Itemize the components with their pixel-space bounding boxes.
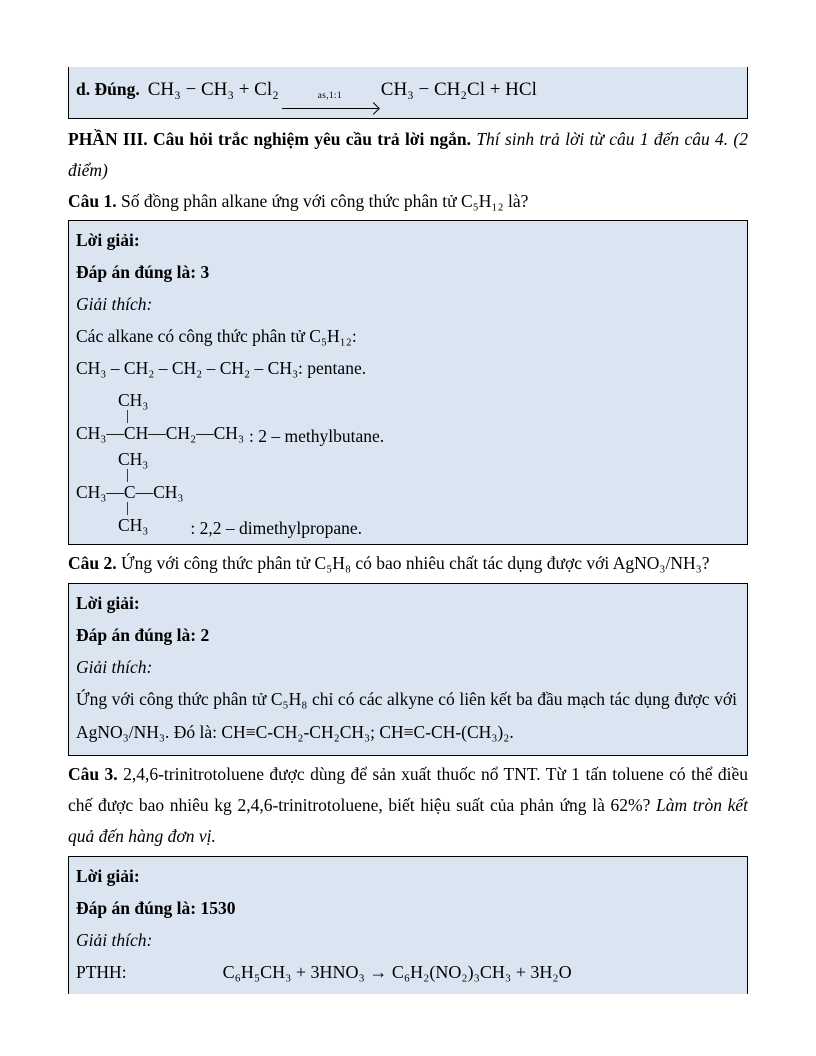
giai-thich-label-1: Giải thích:	[76, 294, 153, 314]
formula-bottom-line	[76, 515, 737, 538]
solution-box-1	[68, 220, 748, 545]
pthh-label: PTHH:	[76, 962, 127, 982]
giai-thich-label-3: Giải thích:	[76, 930, 153, 950]
arrow-shaft-icon	[282, 101, 378, 109]
structural-formula-2-methylbutane	[76, 390, 737, 446]
question-3-label: Câu 3.	[68, 764, 118, 784]
question-1	[68, 186, 748, 217]
question-3	[68, 759, 748, 852]
question-1-label: Câu 1.	[68, 191, 117, 211]
question-3-text: 2,4,6-trinitrotoluene được dùng để sản xuất thuốc nổ TNT. Từ 1 tấn toluene có thể điều chế được bao nhiêu kg 2,4,6-trinitrotoluene, biết hiệu suất của phản ứng là 62%?	[68, 764, 748, 815]
question-2-label: Câu 2.	[68, 553, 117, 573]
part3-heading-italic: Thí sinh trả lời từ câu 1 đến câu 4. (2 điểm)	[68, 129, 749, 180]
explanation-paragraph-2: Ứng với công thức phân tử C₅H₈ chỉ có các alkyne có liên kết ba đầu mạch tác dụng được với AgNO₃/NH₃. Đó là: CH≡C-CH₂-CH₂CH₃; CH≡C-CH-(CH₃)₂.	[76, 689, 737, 742]
formula-top-group: CH₃	[118, 449, 149, 469]
part3-heading-bold: PHẦN III. Câu hỏi trắc nghiệm yêu cầu trả lời ngắn.	[68, 129, 472, 149]
answer-line-1: Đáp án đúng là: 3	[76, 262, 210, 282]
pthh-line	[76, 956, 737, 988]
equation-left: CH₃ − CH₃ + Cl₂	[147, 79, 279, 100]
statement-d-label: d. Đúng.	[76, 79, 140, 99]
formula-caption: : 2 – methylbutane.	[249, 426, 385, 446]
question-3-note: Làm tròn kết quả đến hàng đơn vị.	[68, 795, 748, 846]
reaction-arrow	[282, 92, 378, 109]
answer-line-2: Đáp án đúng là: 2	[76, 625, 210, 645]
page-content	[68, 0, 748, 994]
pentane-line: CH₃ – CH₂ – CH₂ – CH₂ – CH₃: pentane.	[76, 358, 367, 378]
giai-thich-label-2: Giải thích:	[76, 657, 153, 677]
loi-giai-label-3: Lời giải:	[76, 866, 140, 886]
arrow-condition-label: as,1:1	[317, 91, 342, 101]
formula-caption: : 2,2 – dimethylpropane.	[190, 518, 362, 538]
part3-heading	[68, 124, 748, 186]
question-2-text: Ứng với công thức phân tử C₅H₈ có bao nhiêu chất tác dụng được với AgNO₃/NH₃?	[121, 553, 710, 573]
loi-giai-label-1: Lời giải:	[76, 230, 140, 250]
formula-bottom-group: CH₃	[118, 515, 149, 535]
structural-formula-22-dimethylpropane	[76, 449, 737, 538]
question-2	[68, 548, 748, 579]
solution-box-2	[68, 583, 748, 756]
explanation-intro-1: Các alkane có công thức phân tử C₅H₁₂:	[76, 326, 357, 346]
formula-top-group: CH₃	[118, 390, 149, 410]
formula-bond-bottom-icon: |	[126, 500, 130, 516]
solution-box-3	[68, 856, 748, 994]
formula-chain: CH₃—CH—CH₂—CH₃	[76, 423, 245, 443]
loi-giai-label-2: Lời giải:	[76, 593, 140, 613]
answer-line-3: Đáp án đúng là: 1530	[76, 898, 236, 918]
formula-chain-line	[76, 423, 737, 446]
formula-bond-icon: |	[126, 408, 130, 424]
chem-equation-chlorination	[148, 79, 537, 100]
equation-right: CH₃ − CH₂Cl + HCl	[380, 79, 537, 100]
formula-chain: CH₃—C—CH₃	[76, 482, 184, 502]
formula-bond-top-icon: |	[126, 467, 130, 483]
question-1-text: Số đồng phân alkane ứng với công thức phân tử C₅H₁₂ là?	[121, 191, 529, 211]
answer-box-statement-d	[68, 67, 748, 119]
tnt-equation: C₆H₅CH₃ + 3HNO₃ → C₆H₂(NO₂)₃CH₃ + 3H₂O	[222, 962, 572, 982]
